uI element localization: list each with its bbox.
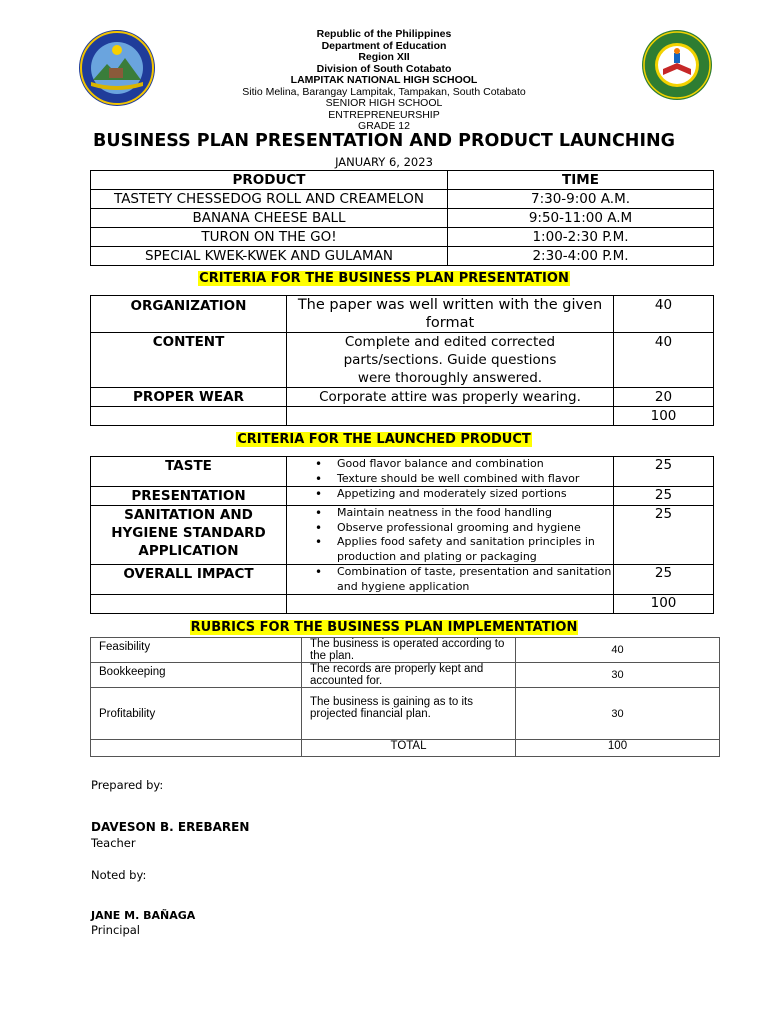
section-heading [0,267,768,286]
product-cell: BANANA CHEESE BALL [91,209,448,228]
bullet-item: • Combination of taste, presentation and sanitation and hygiene application [315,565,613,594]
header-line: SENIOR HIGH SCHOOL [325,97,443,109]
criterion-name: TASTE [91,457,287,487]
bullet-item: • Maintain neatness in the food handling [315,506,613,521]
table-row [91,487,714,506]
preparer-name: DAVESON B. EREBAREN [91,820,250,834]
criterion-points: 25 [614,506,714,565]
table-row [91,209,714,228]
schedule-table [90,170,714,266]
rubric-description: The records are properly kept and accounted for. [302,663,516,688]
criterion-points: 40 [614,296,714,333]
empty-cell [287,595,614,614]
preparer-role: Teacher [91,836,136,850]
header-line: Division of South Cotabato [316,62,452,75]
total-points: 100 [614,595,714,614]
table-row [91,565,714,595]
empty-cell [91,740,302,757]
rubric-description: The business is operated according to the plan. [302,638,516,663]
criterion-points: 20 [614,388,714,407]
total-points: 100 [516,740,720,757]
product-cell: TURON ON THE GO! [91,228,448,247]
header-line: Department of Education [321,39,447,52]
table-row [91,228,714,247]
rubric-name: Profitability [91,688,302,740]
school-seal-logo [641,29,713,101]
product-criteria-table [90,456,714,614]
criterion-name: ORGANIZATION [91,296,287,333]
criterion-name: SANITATION AND HYGIENE STANDARD APPLICATION [91,506,287,565]
table-row [91,688,720,740]
header-line: LAMPITAK NATIONAL HIGH SCHOOL [290,74,478,86]
empty-cell [91,595,287,614]
criterion-description [287,487,614,506]
rubric-description: The business is gaining as to its projected financial plan. [302,688,516,740]
presentation-criteria-table [90,295,714,426]
highlighted-heading: CRITERIA FOR THE LAUNCHED PRODUCT [237,432,531,447]
time-cell: 1:00-2:30 P.M. [448,228,714,247]
total-row [91,740,720,757]
table-row [91,333,714,388]
header-line: ENTREPRENEURSHIP [328,108,440,121]
criterion-description: Complete and edited corrected parts/sections. Guide questions were thoroughly answered. [287,333,614,388]
bullet-item: • Appetizing and moderately sized portions [315,487,613,502]
table-row [91,247,714,266]
highlighted-heading: RUBRICS FOR THE BUSINESS PLAN IMPLEMENTATION [190,620,578,635]
noted-label: Noted by: [91,868,147,882]
bullet-list [287,487,613,502]
product-cell: TASTETY CHESSEDOG ROLL AND CREAMELON [91,190,448,209]
header-line: Region XII [358,51,410,63]
noter-name: JANE M. BAÑAGA [91,909,196,922]
total-row [91,407,714,426]
criterion-name: CONTENT [91,333,287,388]
bullet-list [287,457,613,486]
criterion-description [287,457,614,487]
bullet-item: • Good flavor balance and combination [315,457,613,472]
criterion-description: The paper was well written with the given format [287,296,614,333]
table-row [91,638,720,663]
rubric-points: 30 [516,663,720,688]
document-title: BUSINESS PLAN PRESENTATION AND PRODUCT LAUNCHING [93,131,675,151]
column-header: PRODUCT [91,171,448,190]
section-heading [0,616,768,635]
column-header: TIME [448,171,714,190]
total-row [91,595,714,614]
criterion-points: 40 [614,333,714,388]
criterion-name: PRESENTATION [91,487,287,506]
bullet-item: • Observe professional grooming and hygiene [315,521,613,536]
header-line: Sitio Melina, Barangay Lampitak, Tampakan, South Cotabato [242,85,526,98]
product-cell: SPECIAL KWEK-KWEK AND GULAMAN [91,247,448,266]
table-row [91,296,714,333]
criterion-points: 25 [614,487,714,506]
criterion-points: 25 [614,565,714,595]
prepared-label: Prepared by: [91,778,164,792]
criterion-description [287,506,614,565]
table-row [91,388,714,407]
table-row [91,190,714,209]
noter-role: Principal [91,923,141,937]
empty-cell [91,407,287,426]
event-date: JANUARY 6, 2023 [335,155,433,169]
time-cell: 9:50-11:00 A.M [448,209,714,228]
header-line: Republic of the Philippines [316,28,452,40]
table-row [91,506,714,565]
criterion-points: 25 [614,457,714,487]
criterion-name: OVERALL IMPACT [91,565,287,595]
total-points: 100 [614,407,714,426]
division-seal-logo [77,28,157,108]
highlighted-heading: CRITERIA FOR THE BUSINESS PLAN PRESENTATION [199,271,569,286]
criterion-description [287,565,614,595]
rubrics-table [90,637,720,757]
criterion-description: Corporate attire was properly wearing. [287,388,614,407]
bullet-item: • Applies food safety and sanitation principles in production and plating or packaging [315,535,613,564]
header-line: GRADE 12 [358,120,410,132]
bullet-list [287,506,613,564]
table-row [91,457,714,487]
section-heading [0,428,768,447]
time-cell: 7:30-9:00 A.M. [448,190,714,209]
time-cell: 2:30-4:00 P.M. [448,247,714,266]
rubric-name: Feasibility [91,638,302,663]
bullet-item: • Texture should be well combined with flavor [315,472,613,487]
table-row [91,663,720,688]
rubric-points: 30 [516,688,720,740]
total-label: TOTAL [302,740,516,757]
rubric-points: 40 [516,638,720,663]
table-header-row [91,171,714,190]
empty-cell [287,407,614,426]
bullet-list [287,565,613,594]
rubric-name: Bookkeeping [91,663,302,688]
criterion-name: PROPER WEAR [91,388,287,407]
